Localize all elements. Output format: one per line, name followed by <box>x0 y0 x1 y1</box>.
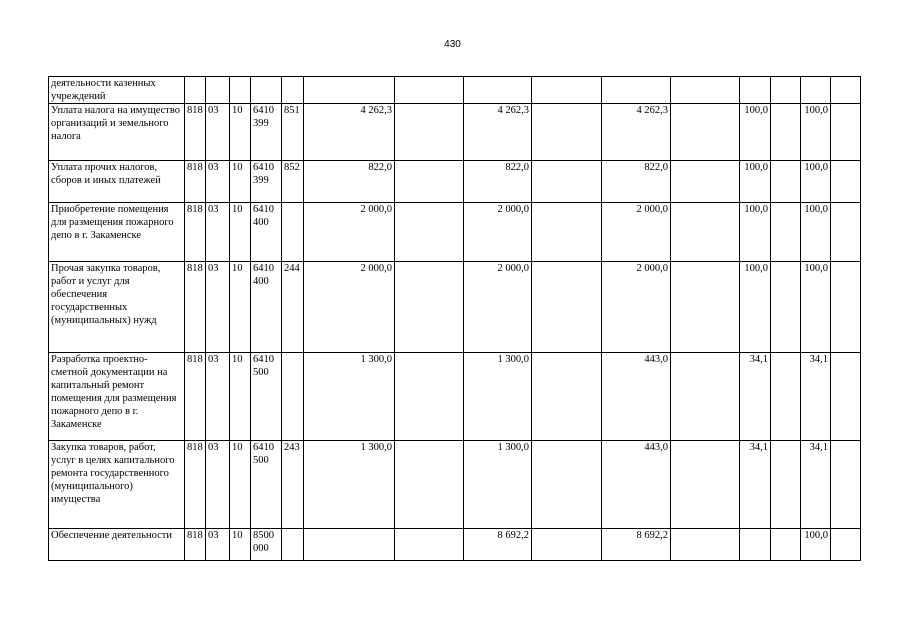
empty-cell <box>771 203 801 262</box>
empty-cell <box>671 441 740 529</box>
empty-cell <box>671 529 740 561</box>
refined-amount: 822,0 <box>464 161 532 203</box>
code-section: 03 <box>206 353 230 441</box>
code-section: 03 <box>206 203 230 262</box>
empty-cell <box>671 104 740 161</box>
code-target: 8500 000 <box>251 529 282 561</box>
code-subsection: 10 <box>230 161 251 203</box>
code-subsection: 10 <box>230 104 251 161</box>
empty-cell <box>395 77 464 104</box>
approved-amount: 4 262,3 <box>304 104 395 161</box>
refined-amount: 2 000,0 <box>464 203 532 262</box>
percent-approved: 100,0 <box>740 104 771 161</box>
percent-approved: 100,0 <box>740 203 771 262</box>
executed-amount <box>602 77 671 104</box>
item-name: Уплата налога на имущество организаций и земельного налога <box>49 104 185 161</box>
refined-amount: 2 000,0 <box>464 262 532 353</box>
code-expense-type: 243 <box>282 441 304 529</box>
empty-cell <box>771 77 801 104</box>
code-target: 6410 399 <box>251 161 282 203</box>
code-expense-type <box>282 353 304 441</box>
empty-cell <box>532 161 602 203</box>
empty-cell <box>532 203 602 262</box>
refined-amount: 1 300,0 <box>464 441 532 529</box>
code-expense-type <box>282 77 304 104</box>
code-target: 6410 400 <box>251 262 282 353</box>
percent-approved <box>740 77 771 104</box>
code-ministry: 818 <box>185 353 206 441</box>
table-row <box>49 161 861 203</box>
refined-amount: 8 692,2 <box>464 529 532 561</box>
table-row <box>49 104 861 161</box>
empty-cell <box>671 161 740 203</box>
empty-cell <box>395 262 464 353</box>
table-row <box>49 353 861 441</box>
empty-cell <box>532 77 602 104</box>
empty-cell <box>771 529 801 561</box>
empty-cell <box>771 441 801 529</box>
empty-cell <box>831 529 861 561</box>
item-name: Приобретение помещения для размещения пожарного депо в г. Закаменске <box>49 203 185 262</box>
percent-refined: 100,0 <box>801 529 831 561</box>
percent-refined: 100,0 <box>801 262 831 353</box>
code-target: 6410 500 <box>251 441 282 529</box>
approved-amount <box>304 529 395 561</box>
code-subsection <box>230 77 251 104</box>
empty-cell <box>532 529 602 561</box>
item-name: Закупка товаров, работ, услуг в целях капитального ремонта государственного (муниципального) имущества <box>49 441 185 529</box>
table-row <box>49 262 861 353</box>
code-subsection: 10 <box>230 529 251 561</box>
empty-cell <box>532 262 602 353</box>
code-section <box>206 77 230 104</box>
percent-refined: 100,0 <box>801 203 831 262</box>
approved-amount: 822,0 <box>304 161 395 203</box>
executed-amount: 8 692,2 <box>602 529 671 561</box>
percent-approved: 34,1 <box>740 441 771 529</box>
approved-amount: 1 300,0 <box>304 353 395 441</box>
empty-cell <box>771 161 801 203</box>
table-row <box>49 441 861 529</box>
executed-amount: 443,0 <box>602 441 671 529</box>
code-target: 6410 399 <box>251 104 282 161</box>
code-target <box>251 77 282 104</box>
empty-cell <box>532 353 602 441</box>
code-section: 03 <box>206 262 230 353</box>
empty-cell <box>395 203 464 262</box>
empty-cell <box>671 77 740 104</box>
code-section: 03 <box>206 161 230 203</box>
table-row <box>49 77 861 104</box>
table-row <box>49 203 861 262</box>
empty-cell <box>831 77 861 104</box>
code-ministry: 818 <box>185 203 206 262</box>
refined-amount: 4 262,3 <box>464 104 532 161</box>
page-number: 430 <box>444 39 461 50</box>
refined-amount <box>464 77 532 104</box>
empty-cell <box>771 104 801 161</box>
code-ministry: 818 <box>185 161 206 203</box>
item-name: Прочая закупка товаров, работ и услуг для обеспечения государственных (муниципальных) нужд <box>49 262 185 353</box>
code-ministry: 818 <box>185 262 206 353</box>
code-section: 03 <box>206 104 230 161</box>
empty-cell <box>395 353 464 441</box>
code-target: 6410 400 <box>251 203 282 262</box>
approved-amount: 2 000,0 <box>304 262 395 353</box>
code-subsection: 10 <box>230 441 251 529</box>
empty-cell <box>395 529 464 561</box>
executed-amount: 2 000,0 <box>602 203 671 262</box>
empty-cell <box>831 203 861 262</box>
percent-refined: 34,1 <box>801 441 831 529</box>
table-row <box>49 529 861 561</box>
empty-cell <box>771 262 801 353</box>
empty-cell <box>532 441 602 529</box>
item-name: Обеспечение деятельности <box>49 529 185 561</box>
code-subsection: 10 <box>230 262 251 353</box>
code-section: 03 <box>206 441 230 529</box>
code-subsection: 10 <box>230 203 251 262</box>
empty-cell <box>671 262 740 353</box>
item-name: деятельности казенных учреждений <box>49 77 185 104</box>
percent-approved: 100,0 <box>740 161 771 203</box>
item-name: Разработка проектно-сметной документации на капитальный ремонт помещения для размещения пожарного депо в г. Закаменске <box>49 353 185 441</box>
code-ministry <box>185 77 206 104</box>
empty-cell <box>395 104 464 161</box>
budget-table <box>48 76 861 561</box>
percent-approved: 34,1 <box>740 353 771 441</box>
empty-cell <box>831 161 861 203</box>
empty-cell <box>831 353 861 441</box>
empty-cell <box>771 353 801 441</box>
percent-refined <box>801 77 831 104</box>
percent-refined: 100,0 <box>801 104 831 161</box>
item-name: Уплата прочих налогов, сборов и иных платежей <box>49 161 185 203</box>
code-subsection: 10 <box>230 353 251 441</box>
code-expense-type: 244 <box>282 262 304 353</box>
code-ministry: 818 <box>185 104 206 161</box>
percent-refined: 34,1 <box>801 353 831 441</box>
code-ministry: 818 <box>185 529 206 561</box>
code-expense-type <box>282 529 304 561</box>
empty-cell <box>671 203 740 262</box>
code-section: 03 <box>206 529 230 561</box>
code-expense-type: 851 <box>282 104 304 161</box>
executed-amount: 4 262,3 <box>602 104 671 161</box>
approved-amount: 1 300,0 <box>304 441 395 529</box>
approved-amount <box>304 77 395 104</box>
executed-amount: 822,0 <box>602 161 671 203</box>
empty-cell <box>395 161 464 203</box>
refined-amount: 1 300,0 <box>464 353 532 441</box>
code-target: 6410 500 <box>251 353 282 441</box>
percent-approved <box>740 529 771 561</box>
percent-refined: 100,0 <box>801 161 831 203</box>
executed-amount: 443,0 <box>602 353 671 441</box>
empty-cell <box>831 441 861 529</box>
empty-cell <box>532 104 602 161</box>
executed-amount: 2 000,0 <box>602 262 671 353</box>
empty-cell <box>831 104 861 161</box>
empty-cell <box>671 353 740 441</box>
code-expense-type: 852 <box>282 161 304 203</box>
percent-approved: 100,0 <box>740 262 771 353</box>
empty-cell <box>395 441 464 529</box>
code-ministry: 818 <box>185 441 206 529</box>
empty-cell <box>831 262 861 353</box>
code-expense-type <box>282 203 304 262</box>
approved-amount: 2 000,0 <box>304 203 395 262</box>
